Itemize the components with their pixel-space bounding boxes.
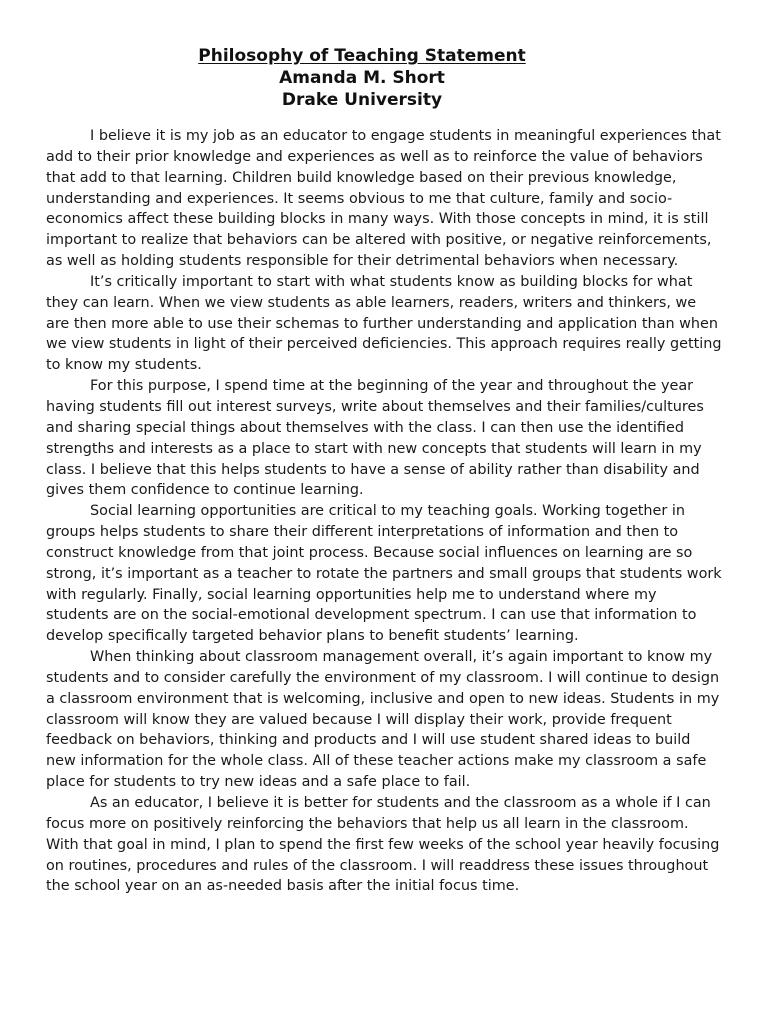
paragraph: For this purpose, I spend time at the beginning of the year and throughout the year having students fill out interest surveys, write about themselves and their families/cultures and sharing special things about themselves with the class. I can then use the identified strengths and interests as a place to start with new concepts that students will learn in my class. I believe that this helps students to have a sense of ability rather than disability and gives them confidence to continue learning. bbox=[46, 378, 704, 499]
paragraph: Social learning opportunities are critical to my teaching goals. Working together in groups helps students to share their different interpretations of information and then to construct knowledge from that joint process. Because social influences on learning are so strong, it’s important as a teacher to rotate the partners and small groups that students work with regularly. Finally, social learning opportunities help me to understand where my students are on the social-emotional development spectrum. I can use that information to develop specifically targeted behavior plans to benefit students’ learning. bbox=[46, 503, 722, 645]
author-name: Amanda M. Short bbox=[279, 68, 445, 88]
document-title: Philosophy of Teaching Statement bbox=[198, 46, 526, 66]
paragraph: I believe it is my job as an educator to engage students in meaningful experiences that add to their prior knowledge and experiences as well as to reinforce the value of behaviors that add to that learning. Children build knowledge based on their previous knowledge, understanding and experiences. It seems obvious to me that culture, family and socio-economics affect these building blocks in many ways. With those concepts in mind, it is still important to realize that behaviors can be altered with positive, or negative reinforcements, as well as holding students responsible for their detrimental behaviors when necessary. bbox=[46, 128, 721, 270]
paragraph: When thinking about classroom management overall, it’s again important to know my students and to consider carefully the environment of my classroom. I will continue to design a classroom environment that is welcoming, inclusive and open to new ideas. Students in my classroom will know they are valued because I will display their work, provide frequent feedback on behaviors, thinking and products and I will use student shared ideas to build new information for the whole class. All of these teacher actions make my classroom a safe place for students to try new ideas and a safe place to fail. bbox=[46, 649, 720, 791]
document-body bbox=[46, 126, 722, 897]
paragraph: It’s critically important to start with what students know as building blocks for what they can learn. When we view students as able learners, readers, writers and thinkers, we are then more able to use their schemas to further understanding and application than when we view students in light of their perceived deficiencies. This approach requires really getting to know my students. bbox=[46, 273, 722, 374]
title-block bbox=[46, 45, 768, 111]
paragraph: As an educator, I believe it is better for students and the classroom as a whole if I can focus more on positively reinforcing the behaviors that help us all learn in the classroom. With that goal in mind, I plan to spend the first few weeks of the school year heavily focusing on routines, procedures and rules of the classroom. I will readdress these issues throughout the school year on an as-needed basis after the initial focus time. bbox=[46, 795, 720, 895]
institution-name: Drake University bbox=[281, 90, 443, 110]
